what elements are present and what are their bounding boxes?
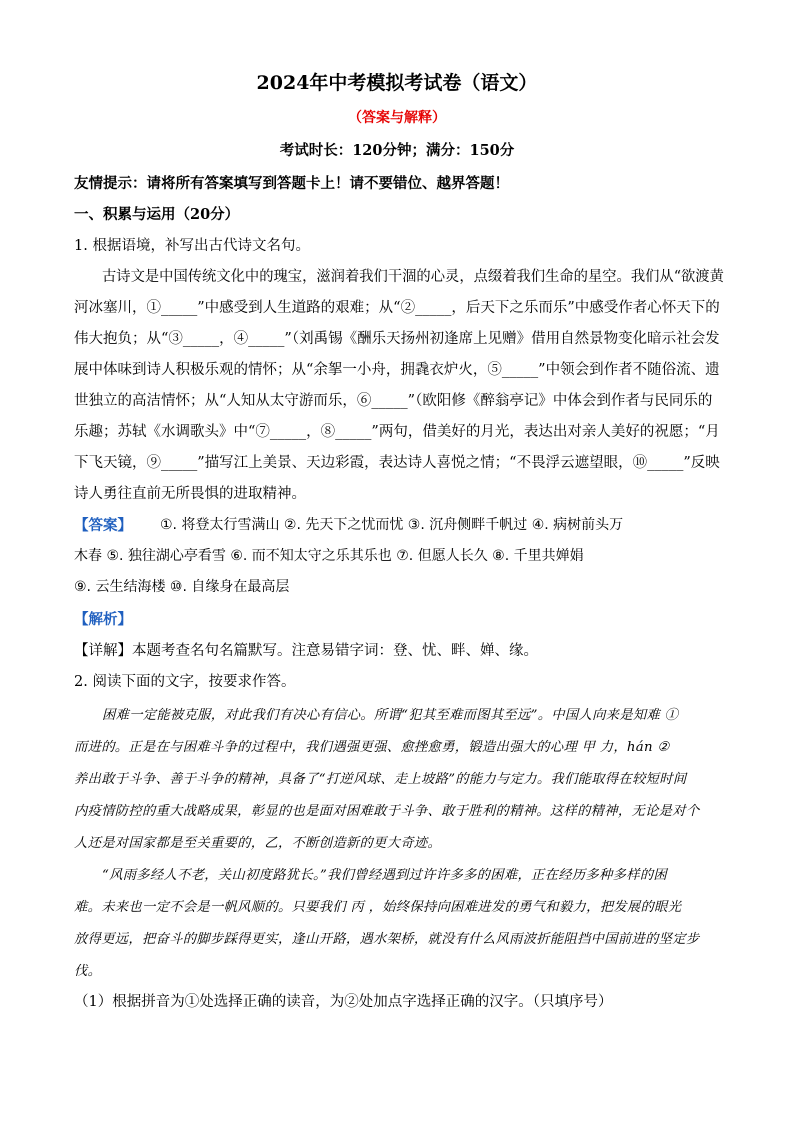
passage-line: “风雨多经人不老，关山初度路犹长。”我们曾经遇到过许许多多的困难，正在经历多种多样的困 <box>102 868 668 883</box>
answer-line: ①. 将登太行雪满山 ②. 先天下之忧而忧 ③. 沉舟侧畔千帆过 ④. 病树前头万 <box>160 517 624 533</box>
passage-line: 展中体味到诗人积极乐观的情怀；从“余挐一小舟，拥毳衣炉火，⑤_____”中领会到作者不随俗流、遗 <box>74 362 720 378</box>
page-title: 2024年中考模拟考试卷（语文） <box>256 72 538 94</box>
section-heading: 一、积累与运用（20分） <box>74 206 240 223</box>
passage-line: 而进的。正是在与困难斗争的过程中，我们遇强更强、愈挫愈勇，锻造出强大的心理 甲 力，hán ② <box>74 740 670 755</box>
exam-timing: 考试时长：120分钟；满分：150分 <box>279 142 515 159</box>
passage-line: 下飞天镜，⑨_____”描写江上美景、天边彩霞，表达诗人喜悦之情；“不畏浮云遮望眼，⑩_____”反映 <box>74 455 720 471</box>
answer-line: ⑨. 云生结海楼 ⑩. 自缘身在最高层 <box>74 579 290 595</box>
page-subtitle: （答案与解释） <box>348 110 446 126</box>
passage-line: 古诗文是中国传统文化中的瑰宝，滋润着我们干涸的心灵，点缀着我们生命的星空。我们从“欲渡黄 <box>102 269 724 285</box>
passage-line: 诗人勇往直前无所畏惧的进取精神。 <box>74 486 306 502</box>
passage-line: 内疫情防控的重大战略成果，彰显的也是面对困难敢于斗争、敢于胜利的精神。这样的精神，无论是对个 <box>74 804 700 819</box>
passage-line: 世独立的高洁情怀；从“人知从太守游而乐，⑥_____”（欧阳修《醉翁亭记》中体会到作者与民同乐的 <box>74 393 713 409</box>
passage-line: 放得更远，把奋斗的脚步踩得更实，逢山开路，遇水架桥，就没有什么风雨波折能阻挡中国前进的坚定步 <box>74 932 700 947</box>
answer-label: 【答案】 <box>74 517 132 534</box>
passage-line: 乐趣；苏轼《水调歌头》中“⑦_____，⑧_____”两句，借美好的月光，表达出对亲人美好的祝愿；“月 <box>74 424 720 440</box>
passage-line: 河冰塞川，①_____”中感受到人生道路的艰难；从“②_____，后天下之乐而乐”中感受作者心怀天下的 <box>74 300 720 316</box>
question-2-sub-1: （1）根据拼音为①处选择正确的读音，为②处加点字选择正确的汉字。（只填序号） <box>74 994 613 1010</box>
passage-line: 难。未来也一定不会是一帆风顺的。只要我们 丙 ，始终保持向困难进发的勇气和毅力，把发展的眼光 <box>74 900 682 915</box>
analysis-detail: 【详解】本题考查名句名篇默写。注意易错字词：登、忧、畔、婵、缘。 <box>74 643 538 659</box>
passage-line: 伟大抱负；从“③_____，④_____”（刘禹锡《酬乐天扬州初逢席上见赠》借用自然景物变化暗示社会发 <box>74 331 720 347</box>
analysis-label: 【解析】 <box>74 611 132 628</box>
question-2-prompt: 2. 阅读下面的文字，按要求作答。 <box>74 674 296 690</box>
passage-line: 人还是对国家都是至关重要的，乙，不断创造新的更大奇迹。 <box>74 836 442 851</box>
passage-line: 养出敢于斗争、善于斗争的精神，具备了“打逆风球、走上坡路”的能力与定力。我们能取得在较短时间 <box>74 772 687 787</box>
passage-line: 伐。 <box>74 964 102 979</box>
question-1-prompt: 1. 根据语境，补写出古代诗文名句。 <box>74 238 310 254</box>
answer-line: 木春 ⑤. 独往湖心亭看雪 ⑥. 而不知太守之乐其乐也 ⑦. 但愿人长久 ⑧. 千里共婵娟 <box>74 548 584 564</box>
passage-line: 困难一定能被克服，对此我们有决心有信心。所谓“犯其至难而图其至远”。中国人向来是知难 ① <box>102 708 679 723</box>
notice: 友情提示：请将所有答案填写到答题卡上！请不要错位、越界答题！ <box>74 175 509 192</box>
